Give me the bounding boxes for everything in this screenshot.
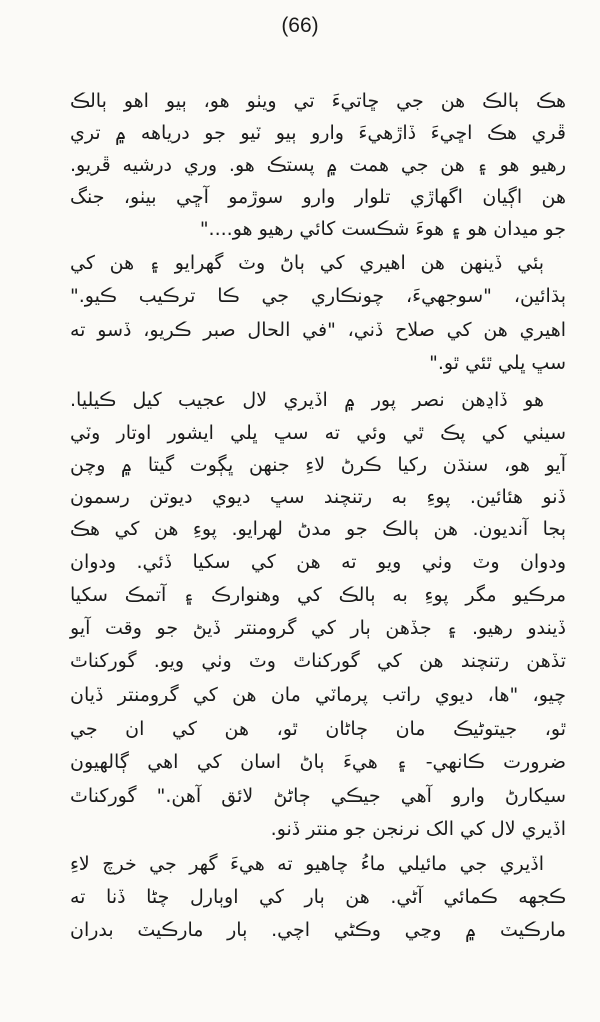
text-line: ودوان وٽ وٺي ويو ته هن کي سکيا ڏئي. ودوان <box>70 551 566 573</box>
text-line: ٻڌائين، "سوجهيءَ، چونڪاري جي ڪا ترڪيب ڪيو." <box>70 285 566 307</box>
text-line: ڏنو هئائين. پوءِ به رتنچند سڀ ديوي ديوتن رسمون <box>70 486 566 508</box>
text-line: تڏهن رتنچند هن کي گورکناٿ وٽ وٺي ويو. گورکناٿ <box>70 650 566 672</box>
text-line: سيٺي کي پڪ ٿي وئي ته سڀ ڀلي ايشور اوتار وٽي <box>70 422 566 444</box>
text-line: رهيو هو ۽ هن جي همت ۾ پستڪ هو. وري درشيه ڦريو. <box>70 154 566 176</box>
text-line: هڪ ٻالڪ هن جي ڇاتيءَ تي ويٺو هو، ٻيو اهو ٻالڪ <box>70 90 566 112</box>
page-number: (66) <box>281 14 319 37</box>
text-line: مرڪيو مگر پوءِ به ٻالڪ کي وهنوارڪ ۽ آتمڪ سکيا <box>70 584 566 606</box>
text-line: ٿو، جيتوڻيڪ مان ڄاڻان ٿو، هن کي ان جي <box>70 718 566 740</box>
text-line: ٻجا آنديون. هن ٻالڪ جو مدڻ لهرايو. پوءِ هن کي هڪ <box>70 518 566 540</box>
text-line: ڪجهه ڪمائي آڻي. هن ٻار کي اوٻارل چڻا ڏنا ته <box>70 886 566 908</box>
text-line: اهيري هن کي صلاح ڏني، "في الحال صبر ڪريو، ڏسو ته <box>70 319 566 341</box>
text-line: ٻئي ڏينهن هن اهيري کي ٻاڻ وٽ گهرايو ۽ هن کي <box>70 252 544 274</box>
text-line: سڀ ڀلي ٿئي ٿو." <box>429 352 566 374</box>
text-line: اڏيري لال کي الک نرنجن جو منتر ڏنو. <box>270 818 566 840</box>
text-line: مارڪيٽ ۾ وڃي وڪڻي اچي. ٻار مارڪيٽ بدران <box>70 919 566 941</box>
text-line: چيو، "ها، ديوي راتب پرماٽي مان هن کي گرومنتر ڏيان <box>70 684 566 706</box>
text-line: آيو هو، سنڌن رکيا ڪرڻ لاءِ جنهن ڀڳوت گيتا ۾ وچن <box>70 454 566 476</box>
text-line: سيکارڻ وارو آهي جيڪي ڄاڻڻ لائق آهن." گورکناٿ <box>70 785 566 807</box>
text-line: هن اڳيان اگهاڙي تلوار وارو سوڙمو آڇي بيٺو، جنگ <box>70 186 566 208</box>
text-line: ضرورت ڪانهي- ۽ هيءَ ٻاڻ اسان کي اهي ڳالهيون <box>70 751 566 773</box>
text-line: اڏيري جي مائيلي ماءُ چاهيو ته هيءَ گهر جي خرچ لاءِ <box>70 853 544 875</box>
text-line: جو ميدان هو ۽ هوءَ شڪست کائي رهيو هو...." <box>199 218 566 240</box>
text-line: ڏيندو رهيو. ۽ جڏهن ٻار کي گرومنتر ڏيڻ جو وقت آيو <box>70 617 566 639</box>
text-line: هو ڏاڍهن نصر پور ۾ اڏيري لال عجيب کيل ڪيليا. <box>70 389 544 411</box>
text-line: ڦري هڪ اڇيءَ ڏاڙهيءَ وارو ٻيو ٽيو جو درياهه ۾ تري <box>70 122 566 144</box>
